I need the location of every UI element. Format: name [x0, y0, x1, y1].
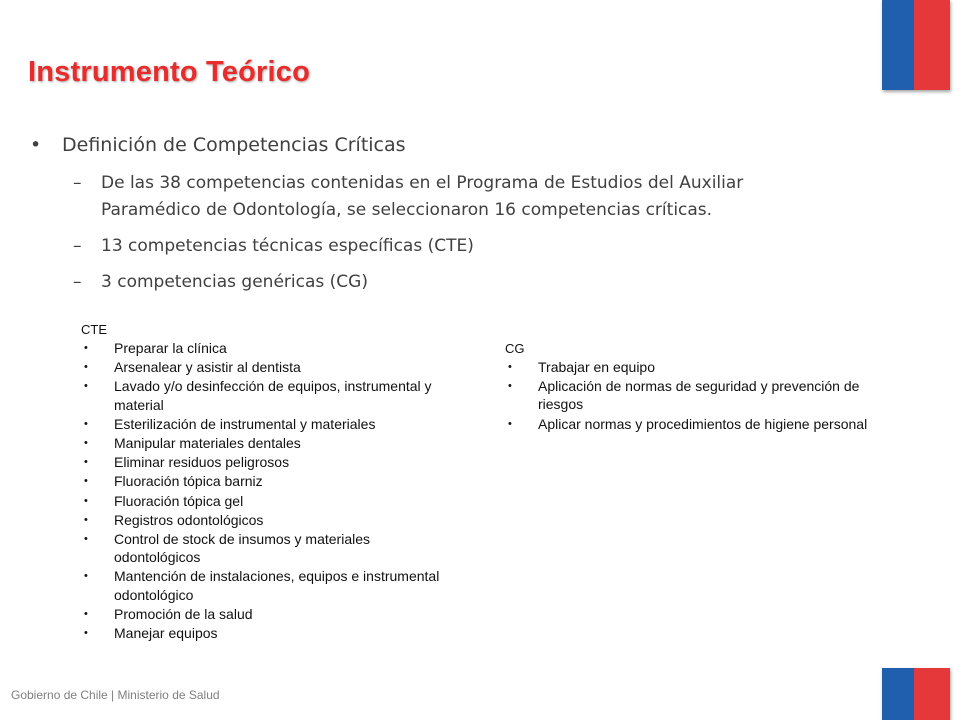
- flag-blue-stripe: [882, 0, 914, 90]
- bullet-marker: •: [84, 627, 88, 640]
- list-item-text: Preparar la clínica: [114, 340, 227, 356]
- list-item-text: Aplicar normas y procedimientos de higiene personal: [538, 415, 868, 432]
- sub-point: [30, 170, 850, 224]
- list-item-text: Esterilización de instrumental y materiales: [114, 415, 376, 432]
- list-item: [505, 415, 875, 433]
- list-item-text: Fluoración tópica barniz: [114, 473, 263, 490]
- list-item-text: Manejar equipos: [114, 625, 218, 642]
- slide-title: Instrumento Teórico: [28, 56, 311, 88]
- list-item: [505, 377, 875, 413]
- list-item: [81, 492, 441, 510]
- cg-heading: CG: [505, 341, 525, 356]
- footer-credit: Gobierno de Chile | Ministerio de Salud: [11, 688, 220, 702]
- bullet-marker: •: [84, 475, 88, 488]
- list-item: [81, 434, 441, 452]
- sub-point: [30, 269, 850, 296]
- list-item: [81, 472, 441, 490]
- bullet-marker: •: [84, 437, 88, 450]
- cte-heading: CTE: [81, 322, 107, 337]
- sub-point-text: De las 38 competencias contenidas en el Programa de Estudios del Auxiliar Paramédico de Odontología, se seleccionaron 16 competencias críticas.: [101, 173, 744, 220]
- list-item: [81, 605, 441, 623]
- list-item-text: Fluoración tópica gel: [114, 492, 244, 509]
- sub-point-text: 3 competencias genéricas (CG): [101, 272, 368, 292]
- list-item: [81, 377, 441, 413]
- sub-point-list: [30, 170, 850, 296]
- sub-point-text: 13 competencias técnicas específicas (CTE): [101, 236, 474, 256]
- list-item: [81, 358, 441, 376]
- bullet-marker: •: [84, 417, 88, 430]
- flag-red-stripe: [914, 668, 950, 720]
- chile-flag-logo-bottom: [882, 668, 950, 720]
- bullet-marker: •: [508, 361, 512, 373]
- list-item-text: Promoción de la salud: [114, 605, 253, 622]
- list-item: [81, 415, 441, 433]
- list-item: [81, 624, 441, 642]
- dash-marker: –: [73, 272, 82, 292]
- main-bullet-list: [30, 132, 850, 305]
- bullet-marker: •: [84, 570, 88, 583]
- list-item-text: Mantención de instalaciones, equipos e instrumental odontológico: [114, 568, 440, 603]
- list-item: [81, 511, 441, 529]
- list-item-text: Trabajar en equipo: [538, 359, 656, 375]
- list-item-text: Lavado y/o desinfección de equipos, instrumental y material: [114, 378, 432, 413]
- cg-competency-list: [505, 341, 875, 434]
- list-item: [81, 567, 441, 603]
- list-item-text: Registros odontológicos: [114, 511, 264, 528]
- bullet-marker: •: [84, 494, 88, 507]
- chile-flag-logo-top: [882, 0, 950, 90]
- bullet-marker: •: [508, 380, 512, 393]
- list-item-text: Manipular materiales dentales: [114, 435, 301, 452]
- bullet-marker: •: [84, 380, 88, 393]
- bullet-marker: •: [84, 456, 88, 469]
- list-item: [81, 453, 441, 471]
- bullet-marker: •: [508, 417, 512, 430]
- bullet-marker: •: [84, 342, 88, 354]
- cte-competency-list: [81, 322, 441, 643]
- flag-blue-stripe: [882, 668, 914, 720]
- bullet-marker: •: [84, 513, 88, 526]
- list-item-text: Aplicación de normas de seguridad y prevención de riesgos: [538, 378, 860, 413]
- main-bullet-item: [30, 132, 850, 296]
- bullet-marker: •: [30, 134, 42, 156]
- bullet-marker: •: [84, 607, 88, 620]
- sub-point: [30, 233, 850, 260]
- list-item-text: Eliminar residuos peligrosos: [114, 454, 290, 471]
- list-item: [81, 530, 441, 566]
- dash-marker: –: [73, 236, 82, 256]
- list-item-text: Control de stock de insumos y materiales odontológicos: [114, 531, 370, 566]
- list-item: [81, 339, 441, 357]
- list-item-text: Arsenalear y asistir al dentista: [114, 359, 301, 376]
- bullet-marker: •: [84, 361, 88, 374]
- list-item: [505, 358, 875, 376]
- bullet-marker: •: [84, 533, 88, 546]
- flag-red-stripe: [914, 0, 950, 90]
- main-point-text: Definición de Competencias Críticas: [62, 134, 406, 156]
- dash-marker: –: [73, 173, 82, 193]
